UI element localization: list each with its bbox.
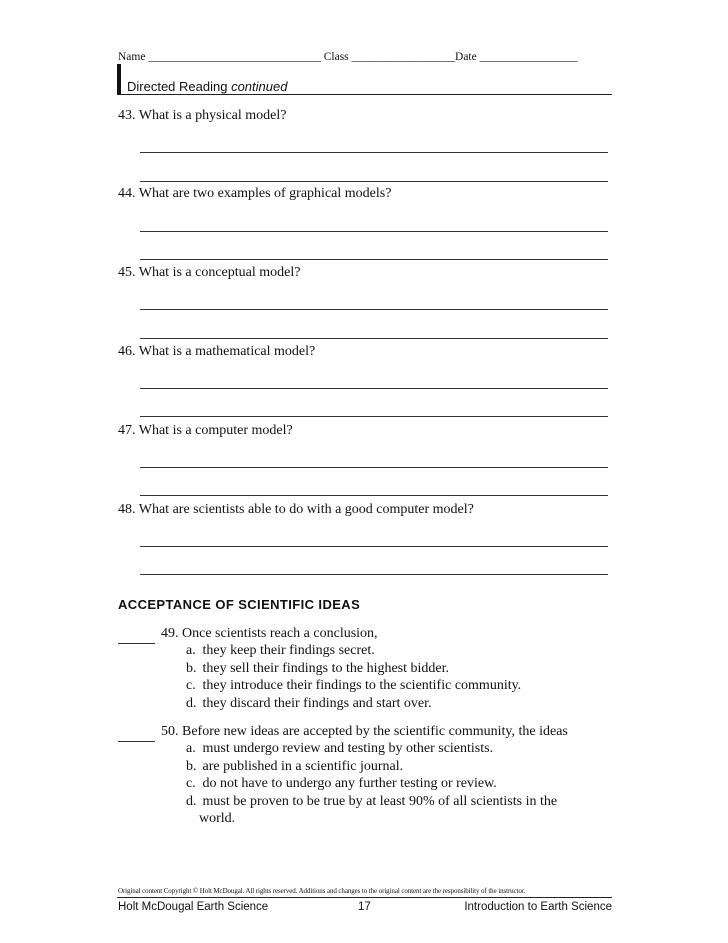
- footer-chapter-title: Introduction to Earth Science: [464, 901, 612, 913]
- class-label: Class: [323, 51, 349, 63]
- answer-blank-49[interactable]: [118, 643, 155, 644]
- name-blank[interactable]: ______________________________: [145, 51, 324, 63]
- answer-line-48a[interactable]: [140, 546, 608, 547]
- answer-line-47a[interactable]: [140, 467, 608, 468]
- answer-line-43a[interactable]: [140, 152, 608, 153]
- option-49a: a. they keep their findings secret.: [186, 643, 375, 658]
- option-50d: d. must be proven to be true by at least 90% of all scientists in the: [186, 794, 558, 809]
- answer-line-46a[interactable]: [140, 388, 608, 389]
- answer-line-45b[interactable]: [140, 338, 608, 339]
- option-50b: b. are published in a scientific journal.: [186, 759, 404, 774]
- option-49d: d. they discard their findings and start over.: [186, 696, 432, 711]
- option-50d-continuation: world.: [199, 811, 236, 826]
- answer-line-47b[interactable]: [140, 495, 608, 496]
- question-47: 47. What is a computer model?: [118, 423, 293, 438]
- answer-line-43b[interactable]: [140, 181, 608, 182]
- name-label: Name: [118, 51, 146, 63]
- answer-line-44b[interactable]: [140, 259, 608, 260]
- section-name: Directed Reading: [127, 79, 228, 94]
- question-43: 43. What is a physical model?: [118, 108, 287, 123]
- question-48: 48. What are scientists able to do with a good computer model?: [118, 502, 474, 517]
- copyright-notice: Original content Copyright © Holt McDougal. All rights reserved. Additions and changes to the original content are the responsibility of the instructor.: [118, 887, 526, 895]
- name-class-date-line: [118, 51, 613, 63]
- section-title: [127, 79, 287, 94]
- question-44: 44. What are two examples of graphical models?: [118, 186, 392, 201]
- section-marker-bar: [117, 64, 121, 94]
- section-header-bar: [117, 64, 612, 95]
- question-50-stem: 50. Before new ideas are accepted by the scientific community, the ideas: [161, 724, 568, 739]
- option-49b: b. they sell their findings to the highest bidder.: [186, 661, 450, 676]
- footer-divider: [117, 897, 612, 898]
- answer-line-46b[interactable]: [140, 416, 608, 417]
- answer-line-45a[interactable]: [140, 309, 608, 310]
- page-number: 17: [358, 901, 371, 913]
- class-blank[interactable]: __________________: [348, 51, 456, 63]
- question-46: 46. What is a mathematical model?: [118, 344, 316, 359]
- option-50a: a. must undergo review and testing by other scientists.: [186, 741, 494, 756]
- section-suffix: continued: [231, 79, 288, 94]
- section-heading-acceptance: ACCEPTANCE OF SCIENTIFIC IDEAS: [118, 597, 361, 612]
- question-49-stem: 49. Once scientists reach a conclusion,: [161, 626, 378, 641]
- option-49c: c. they introduce their findings to the scientific community.: [186, 678, 522, 693]
- answer-line-48b[interactable]: [140, 574, 608, 575]
- answer-blank-50[interactable]: [118, 741, 155, 742]
- question-45: 45. What is a conceptual model?: [118, 265, 301, 280]
- date-blank[interactable]: _________________: [476, 51, 578, 63]
- footer-book-title: Holt McDougal Earth Science: [118, 901, 269, 913]
- date-label: Date: [455, 51, 477, 63]
- answer-line-44a[interactable]: [140, 231, 608, 232]
- option-50c: c. do not have to undergo any further testing or review.: [186, 776, 497, 791]
